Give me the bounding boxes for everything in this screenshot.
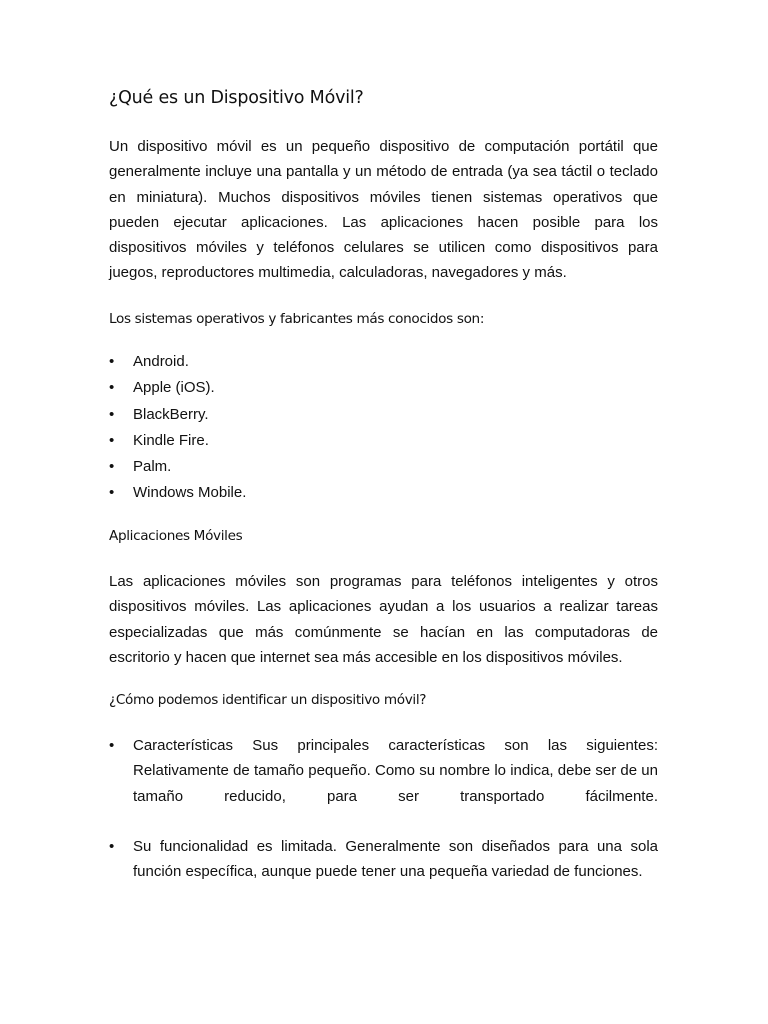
bullet-icon: • [109,379,115,397]
os-item-text: Palm. [133,458,172,476]
os-item-text: Apple (iOS). [133,379,215,397]
os-item-text: Kindle Fire. [133,431,209,449]
identify-item-text: Características Sus principales características son las siguientes: Relativamente de tamaño pequeño. Como su nombre lo indica, debe ser de un tamaño reducido, para ser transportado fácilmente. [133,737,658,805]
document-title: ¿Qué es un Dispositivo Móvil? [109,88,364,108]
list-item [109,733,658,809]
os-item-text: BlackBerry. [133,405,209,423]
list-item [109,480,658,506]
os-item-text: Android. [133,353,189,370]
list-item [109,454,658,480]
identify-section-heading: ¿Cómo podemos identificar un dispositivo móvil? [109,692,427,708]
list-item [109,428,658,454]
intro-paragraph: Un dispositivo móvil es un pequeño dispositivo de computación portátil que generalmente incluye una pantalla y un método de entrada (ya sea táctil o teclado en miniatura). Muchos dispositivos móviles tienen sistemas operativos que pueden ejecutar aplicaciones. Las aplicaciones hacen posible para los dispositivos móviles y teléfonos celulares se utilicen como dispositivos para juegos, reproductores multimedia, calculadoras, navegadores y más. [109,138,658,282]
bullet-icon: • [109,837,115,855]
list-item [109,349,658,375]
bullet-icon: • [109,431,115,449]
identify-item-text: Su funcionalidad es limitada. Generalmente son diseñados para una sola función específica, aunque puede tener una pequeña variedad de funciones. [133,837,658,881]
identify-list [109,733,658,884]
list-item [109,375,658,401]
bullet-icon: • [109,737,115,754]
os-item-text: Windows Mobile. [133,484,247,502]
list-item [109,402,658,428]
bullet-icon: • [109,405,115,423]
apps-section-heading: Aplicaciones Móviles [109,528,243,544]
os-list [109,349,658,507]
apps-paragraph: Las aplicaciones móviles son programas para teléfonos inteligentes y otros dispositivos móviles. Las aplicaciones ayudan a los usuarios a realizar tareas especializadas que más comúnmente se hacían en las computadoras de escritorio y hacen que internet sea más accesible en los dispositivos móviles. [109,573,658,666]
bullet-icon: • [109,353,115,370]
bullet-icon: • [109,458,115,476]
os-section-heading: Los sistemas operativos y fabricantes más conocidos son: [109,311,485,327]
list-item [109,834,658,885]
bullet-icon: • [109,484,115,502]
